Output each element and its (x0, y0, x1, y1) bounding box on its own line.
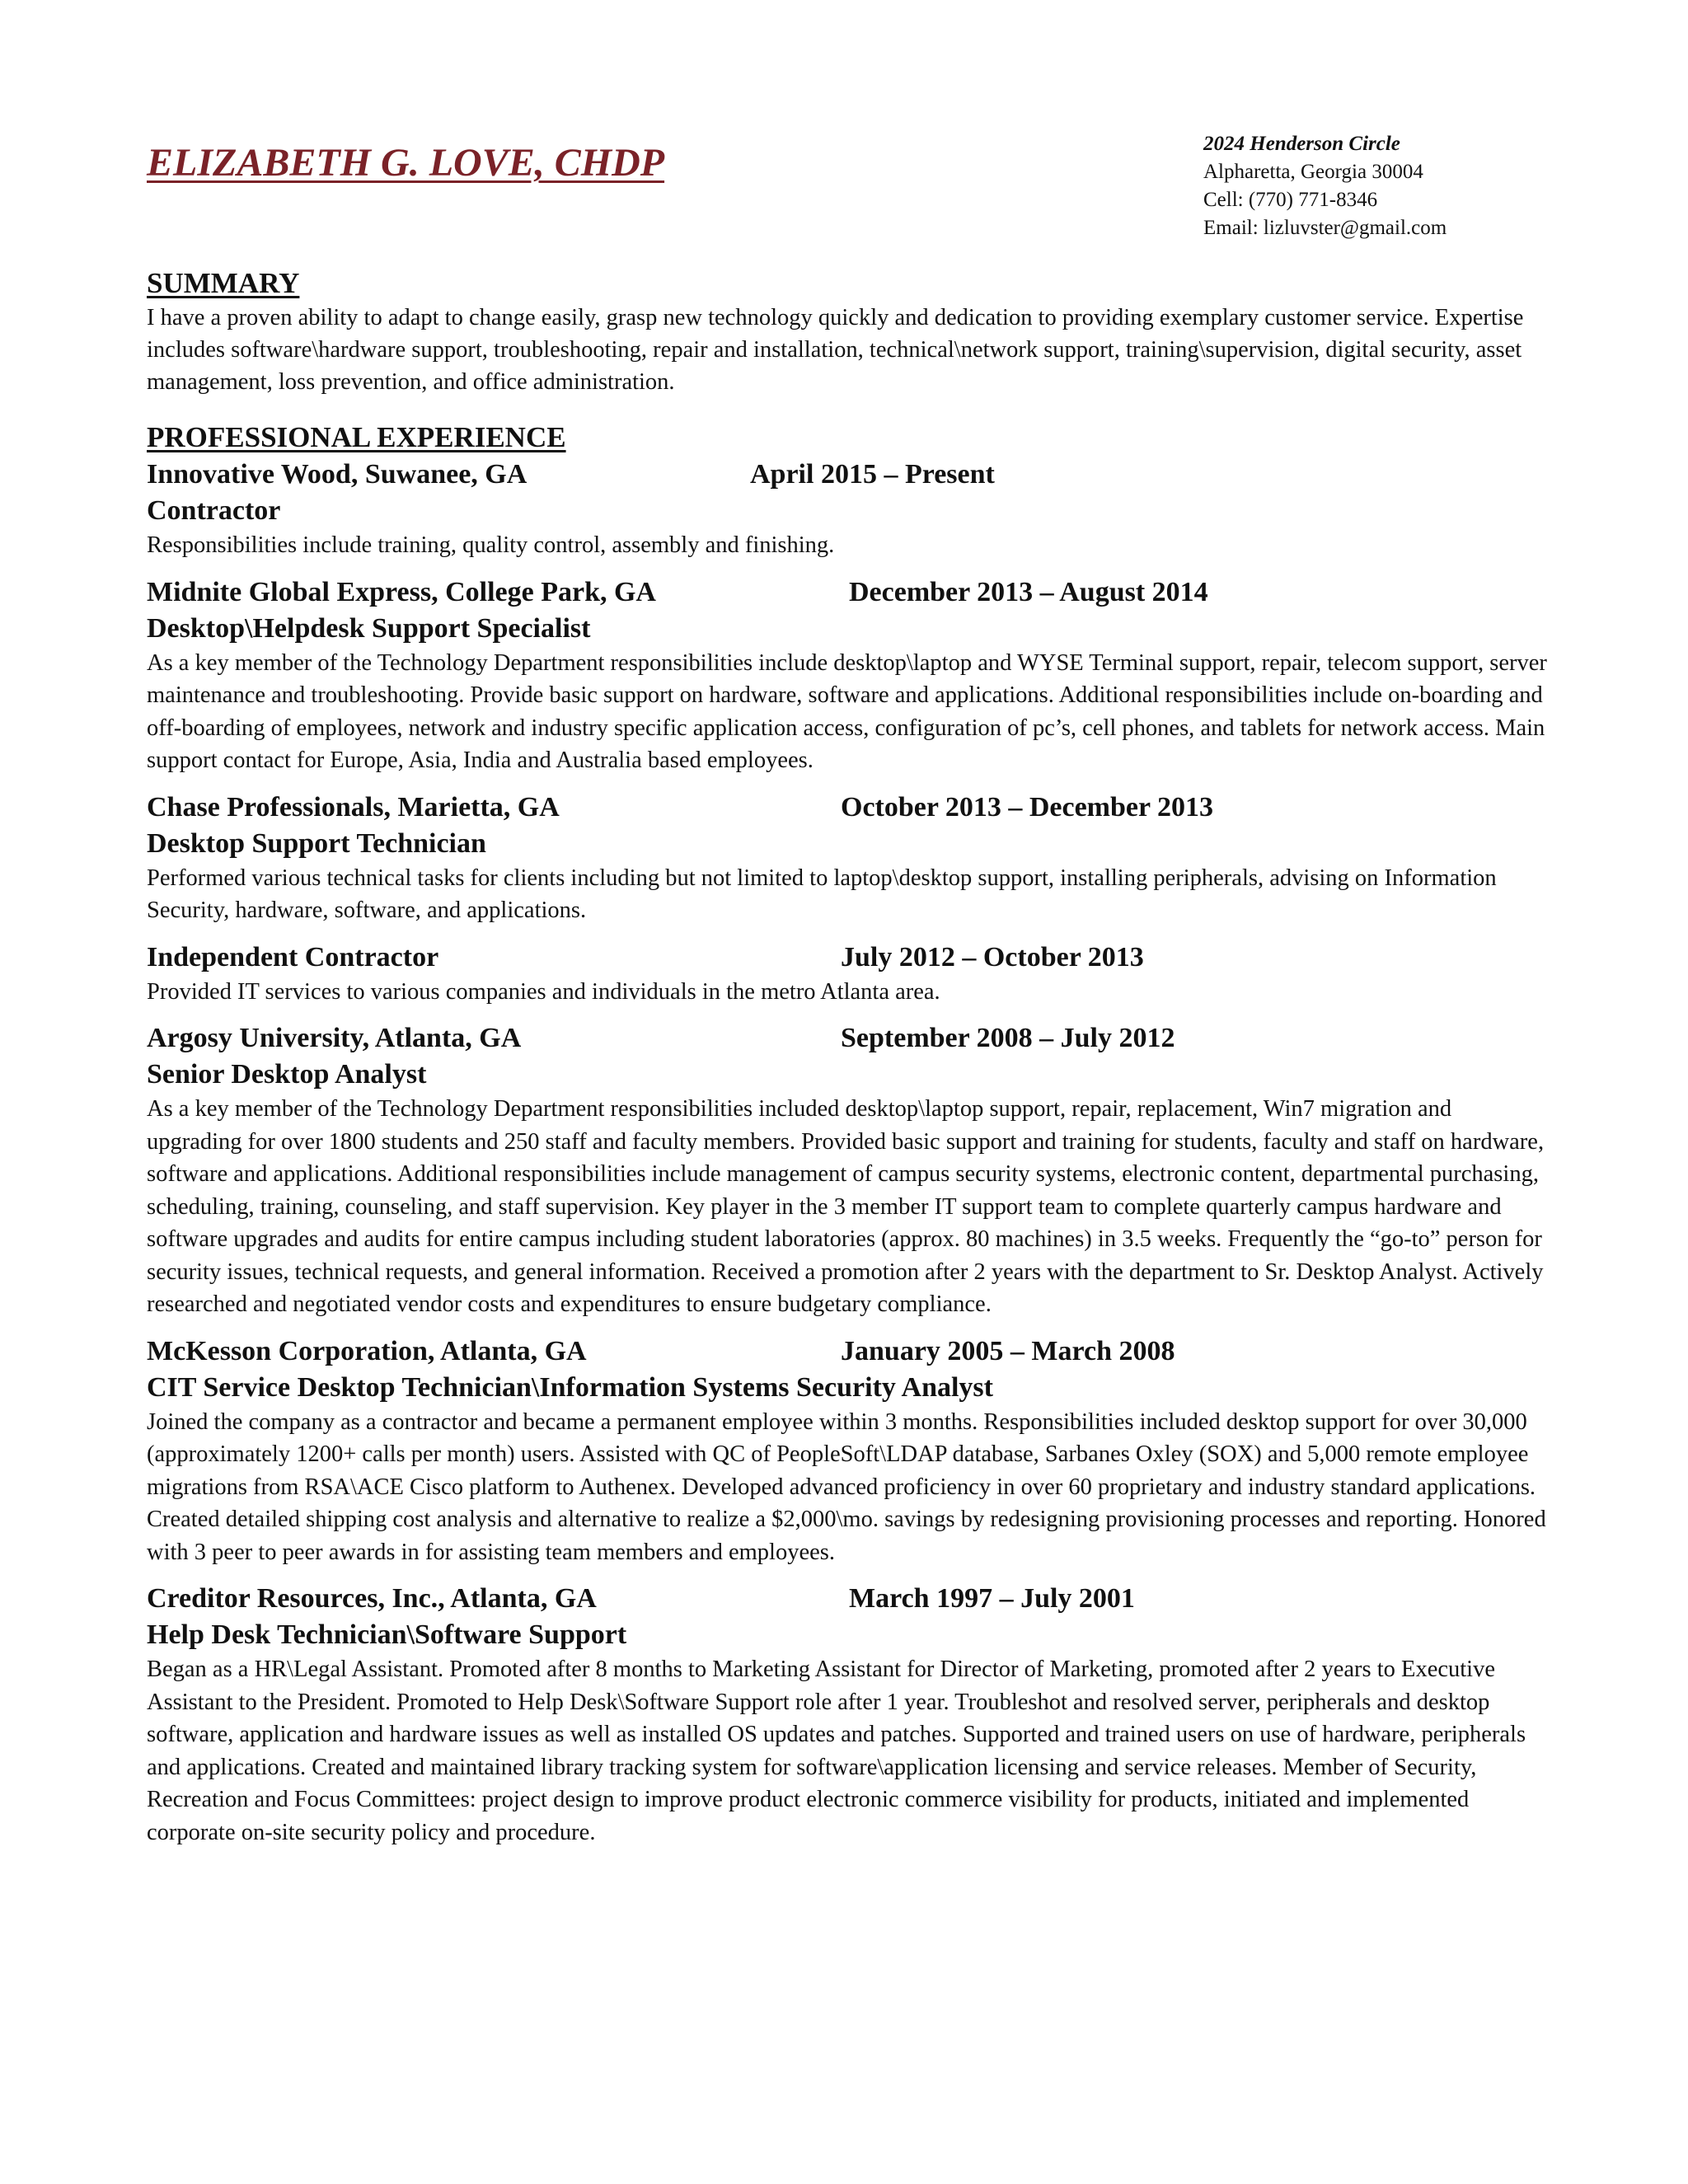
job-company: Independent Contractor (147, 941, 439, 972)
job-company: Chase Professionals, Marietta, GA (147, 791, 560, 823)
summary-heading: SUMMARY (147, 267, 300, 299)
job-title: Senior Desktop Analyst (147, 1059, 427, 1090)
job-dates: July 2012 – October 2013 (841, 941, 1144, 972)
job-company: McKesson Corporation, Atlanta, GA (147, 1335, 587, 1366)
job-dates: April 2015 – Present (750, 459, 995, 490)
job-company: Innovative Wood, Suwanee, GA (147, 459, 528, 490)
job-entry (147, 1019, 1548, 1321)
resume-content (147, 265, 1548, 1849)
job-description: As a key member of the Technology Department responsibilities included desktop\laptop support, repair, replacement, Win7 migration and upgrading for over 1800 students and 250 staff and faculty members. Provided basic support and training for students, faculty and staff on hardware, software and applications. Additional responsibilities include management of campus security systems, electronic content, departmental purchasing, scheduling, training, counseling, and staff supervision. Key player in the 3 member IT support team to complete quarterly campus hardware and software upgrades and audits for entire campus including student laboratories (approx. 80 machines) in 3.5 weeks. Frequently the “go-to” person for security issues, technical requests, and general information. Received a promotion after 2 years with the department to Sr. Desktop Analyst. Actively researched and negotiated vendor costs and expenditures to ensure budgetary compliance. (147, 1096, 1545, 1317)
job-title: Desktop\Helpdesk Support Specialist (147, 612, 591, 644)
job-entry (147, 574, 1548, 777)
job-description: Performed various technical tasks for clients including but not limited to laptop\desktop support, installing peripherals, advising on Information Security, hardware, software, and applications. (147, 865, 1497, 923)
experience-section (147, 419, 1548, 1849)
job-description: Provided IT services to various companies and individuals in the metro Atlanta area. (147, 978, 940, 1005)
job-company: Creditor Resources, Inc., Atlanta, GA (147, 1583, 597, 1614)
job-title: Help Desk Technician\Software Support (147, 1619, 627, 1650)
job-dates: October 2013 – December 2013 (841, 791, 1213, 823)
job-entry (147, 456, 1548, 562)
address-line2: Alpharetta, Georgia 30004 (1203, 161, 1423, 183)
experience-heading: PROFESSIONAL EXPERIENCE (147, 421, 566, 453)
job-description: Joined the company as a contractor and became a permanent employee within 3 months. Responsibilities included desktop support for over 30,000 (approximately 1200+ calls per month) users. Assisted with QC of PeopleSoft\LDAP database, Sarbanes Oxley (SOX) and 5,000 remote employee migrations from RSA\ACE Cisco platform to Authenex. Developed advanced proficiency in over 60 proprietary and industry standard applications. Created detailed shipping cost analysis and alternative to realize a $2,000\mo. savings by redesigning provisioning processes and reporting. Honored with 3 peer to peer awards in for assisting team members and employees. (147, 1408, 1546, 1565)
job-company: Argosy University, Atlanta, GA (147, 1023, 522, 1053)
job-description: Began as a HR\Legal Assistant. Promoted after 8 months to Marketing Assistant for Director of Marketing, promoted after 2 years to Executive Assistant to the President. Promoted to Help Desk\Software Support role after 1 year. Troubleshot and resolved server, peripherals and desktop software, application and hardware issues as well as installed OS updates and patches. Supported and trained users on use of hardware, peripherals and applications. Created and maintained library tracking system for software\application licensing and service releases. Member of Security, Recreation and Focus Committees: project design to improve product electronic commerce visibility for products, initiated and implemented corporate on-site security policy and procedure. (147, 1657, 1526, 1845)
job-title: CIT Service Desktop Technician\Information Systems Security Analyst (147, 1371, 993, 1403)
job-entry (147, 1580, 1548, 1849)
job-entry (147, 1333, 1548, 1569)
job-title: Desktop Support Technician (147, 827, 486, 859)
job-dates: September 2008 – July 2012 (841, 1023, 1175, 1053)
job-entry (147, 939, 1548, 1009)
contact-block (1203, 130, 1447, 242)
email-address: Email: lizluvster@gmail.com (1203, 217, 1447, 239)
candidate-name: ELIZABETH G. LOVE, CHDP (147, 141, 665, 185)
job-title: Contractor (147, 495, 281, 526)
job-dates: January 2005 – March 2008 (841, 1335, 1175, 1366)
summary-text: I have a proven ability to adapt to change easily, grasp new technology quickly and dedication to providing exemplary customer service. Expertise includes software\hardware support, troubleshooting, repair and installation, technical\network support, training\supervision, digital security, asset management, loss prevention, and office administration. (147, 305, 1524, 395)
job-dates: December 2013 – August 2014 (849, 576, 1208, 607)
job-entry (147, 789, 1548, 927)
summary-section (147, 265, 1548, 398)
address-line1: 2024 Henderson Circle (1203, 133, 1400, 155)
cell-phone: Cell: (770) 771-8346 (1203, 189, 1378, 211)
job-description: As a key member of the Technology Department responsibilities include desktop\laptop and WYSE Terminal support, repair, telecom support, server maintenance and troubleshooting. Provide basic support on hardware, software and applications. Additional responsibilities include on-boarding and off-boarding of employees, network and industry specific application access, configuration of pc’s, cell phones, and tablets for network access. Main support contact for Europe, Asia, India and Australia based employees. (147, 649, 1547, 773)
job-dates: March 1997 – July 2001 (849, 1583, 1135, 1614)
job-company: Midnite Global Express, College Park, GA (147, 576, 656, 607)
job-description: Responsibilities include training, quality control, assembly and finishing. (147, 532, 835, 558)
